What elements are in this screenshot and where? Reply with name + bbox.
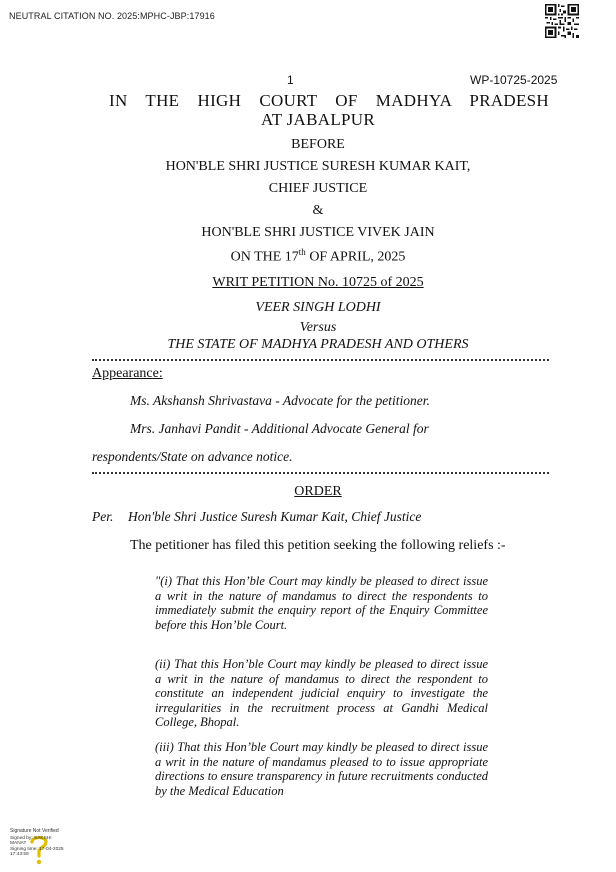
respondent-counsel-cont: respondents/State on advance notice. <box>92 449 293 464</box>
writ-petition-number: WRIT PETITION No. 10725 of 2025 <box>212 275 424 290</box>
signature-signer: Signed by: SAKSHI <box>10 836 52 841</box>
relief-1: "(i) That this Hon’ble Court may kindly be pleased to direct issue a writ in the nature of mandamus to direct the respondents to immediately submit the enquiry report of the Enquiry Committee before this Hon’ble Court. <box>155 574 488 632</box>
judge-1-name: HON'BLE SHRI JUSTICE SURESH KUMAR KAIT, <box>165 159 471 174</box>
per-line <box>92 509 421 525</box>
relief-3: (iii) That this Hon’ble Court may kindly be pleased to direct issue a writ in the nature of mandamus pleased to to issue appropriate directions to ensure transparency in future recruitments conducted by the Medical Education <box>155 740 488 798</box>
signature-status: Signature Not Verified <box>10 828 59 834</box>
case-number: WP-10725-2025 <box>470 73 558 87</box>
signature-signer-cont: MANAT <box>10 841 27 847</box>
signature-details <box>10 836 64 858</box>
versus-label: Versus <box>299 320 337 335</box>
ampersand: & <box>312 203 324 218</box>
judge-2-name: HON'BLE SHRI JUSTICE VIVEK JAIN <box>201 225 435 240</box>
hearing-date <box>0 247 616 266</box>
dotted-divider <box>92 472 549 474</box>
per-label: Per. <box>92 509 114 524</box>
petitioner-name: VEER SINGH LODHI <box>255 300 381 315</box>
signature-time-cont: 17:43:59 <box>10 852 29 858</box>
order-heading: ORDER <box>294 484 342 499</box>
date-suffix: OF APRIL, 2025 <box>305 249 406 265</box>
respondent-counsel: Mrs. Janhavi Pandit - Additional Advocate General for <box>130 421 429 436</box>
dotted-divider <box>92 359 549 361</box>
order-intro: The petitioner has filed this petition seeking the following reliefs :- <box>130 538 506 553</box>
qr-code-icon <box>545 4 579 38</box>
page-number: 1 <box>287 73 294 87</box>
date-prefix: ON THE 17 <box>230 249 299 265</box>
court-seat: AT JABALPUR <box>261 110 375 129</box>
per-judge: Hon'ble Shri Justice Suresh Kumar Kait, Chief Justice <box>128 509 422 524</box>
respondent-name: THE STATE OF MADHYA PRADESH AND OTHERS <box>167 337 469 352</box>
before-label: BEFORE <box>291 137 345 152</box>
signature-time: Signing time: 17-04-2025 <box>10 846 64 852</box>
neutral-citation: NEUTRAL CITATION NO. 2025:MPHC-JBP:17916 <box>9 11 215 21</box>
date-ordinal: th <box>298 247 306 257</box>
relief-2: (ii) That this Hon’ble Court may kindly be pleased to direct issue a writ in the nature of mandamus to direct the respondent to constitute an independent judicial enquiry to investigate the irregularities in the recruitment process at Gandhi Medical College, Bhopal. <box>155 657 488 730</box>
judge-1-title: CHIEF JUSTICE <box>268 181 368 196</box>
appearance-heading: Appearance: <box>92 366 163 381</box>
court-name: IN THE HIGH COURT OF MADHYA PRADESH <box>109 91 549 110</box>
petitioner-counsel: Ms. Akshansh Shrivastava - Advocate for the petitioner. <box>130 393 430 408</box>
